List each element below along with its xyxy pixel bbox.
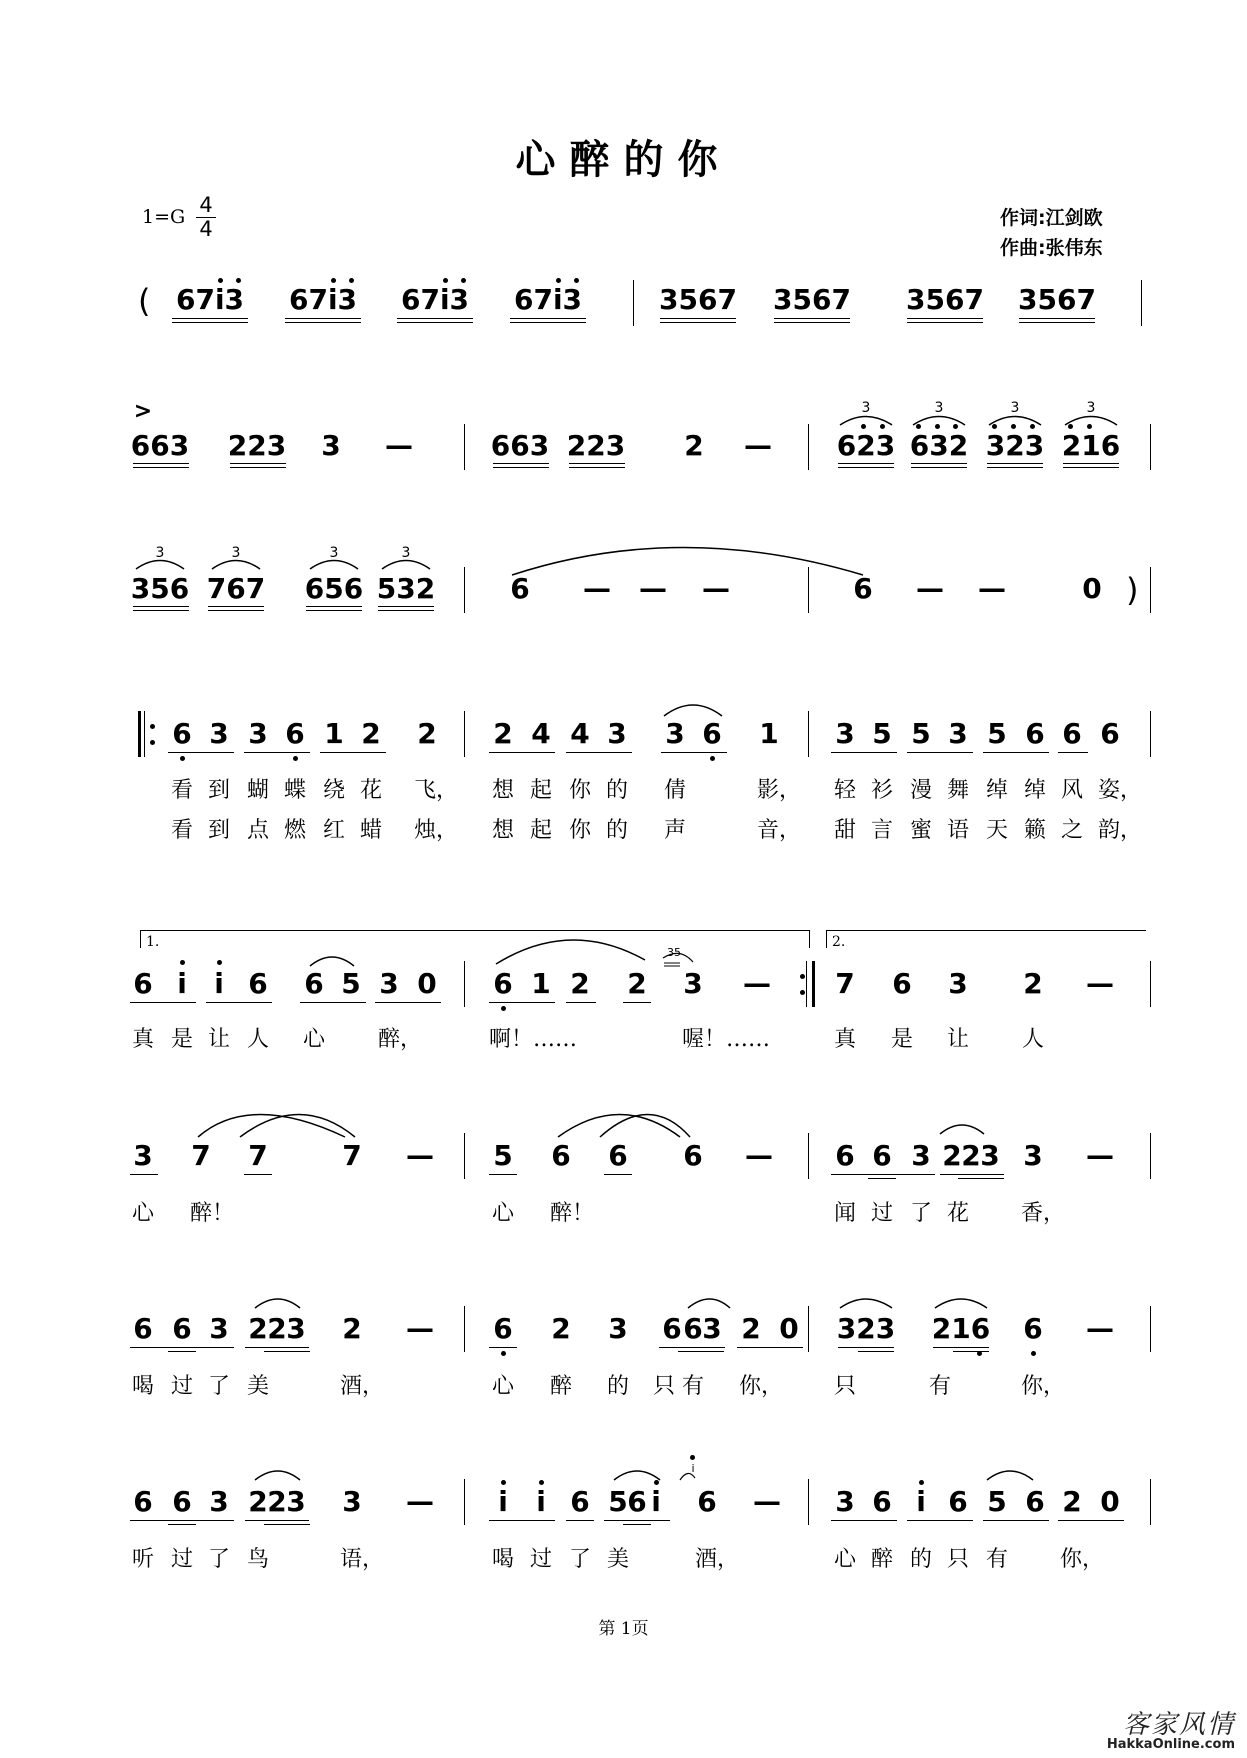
- lyric: 鸟: [246, 1547, 270, 1572]
- note: 2: [942, 1139, 962, 1172]
- note: 6: [551, 1139, 571, 1172]
- note: 6: [1062, 717, 1082, 750]
- lyric: 语: [946, 818, 970, 843]
- triplet-mark: 3: [329, 545, 339, 561]
- rest: 0: [1100, 1485, 1120, 1518]
- note: 3: [321, 429, 341, 462]
- note: 2: [342, 1312, 362, 1345]
- note: 3: [607, 717, 627, 750]
- lyric: 轻: [833, 778, 857, 803]
- note: 3: [379, 967, 399, 1000]
- lyric: 言: [870, 818, 894, 843]
- triplet-mark: 3: [934, 400, 944, 416]
- lyric: 听: [131, 1547, 155, 1572]
- lyric: 之: [1060, 818, 1084, 843]
- note: 2: [1062, 1485, 1082, 1518]
- watermark-logo: 客家风情: [1122, 1710, 1235, 1740]
- lyric: 喝: [131, 1374, 155, 1399]
- lyric: 过: [170, 1547, 194, 1572]
- lyric: 花: [946, 1201, 970, 1226]
- note: 2: [361, 717, 381, 750]
- note: 6: [304, 967, 324, 1000]
- note-group: 67i3: [513, 283, 583, 316]
- note-group: 67i3: [175, 283, 245, 316]
- lyric: 真: [833, 1027, 857, 1052]
- dash: —: [406, 1485, 434, 1518]
- lyric: 看: [170, 818, 194, 843]
- dash: —: [1086, 1312, 1114, 1345]
- lyric: 让: [946, 1027, 970, 1052]
- lyric: 心: [491, 1374, 515, 1399]
- lyric: 你，: [1020, 1374, 1066, 1399]
- open-paren: (: [138, 282, 151, 320]
- lyric: 美: [606, 1547, 630, 1572]
- note: 6: [493, 1312, 513, 1345]
- lyric: 醉: [870, 1547, 894, 1572]
- note-group: 67i3: [288, 283, 358, 316]
- dash: —: [385, 429, 413, 462]
- triplet: 356: [130, 572, 190, 605]
- lyric: 酒，: [694, 1547, 740, 1572]
- lyric: 的: [909, 1547, 933, 1572]
- lyric: 烛，: [413, 818, 459, 843]
- note: 4: [570, 717, 590, 750]
- note: 5: [341, 967, 361, 1000]
- lyric: 有: [681, 1374, 705, 1399]
- grace-note: 35: [667, 946, 681, 959]
- lyric: 语，: [339, 1547, 385, 1572]
- note: 2: [961, 1139, 981, 1172]
- triplet: 623: [836, 429, 896, 462]
- note: 3: [948, 717, 968, 750]
- note: 7: [191, 1139, 211, 1172]
- lyric: 绕: [322, 778, 346, 803]
- lyric: 红: [322, 818, 346, 843]
- lyric: 有: [985, 1547, 1009, 1572]
- lyric: 过: [529, 1547, 553, 1572]
- triplet-mark: 3: [155, 545, 165, 561]
- lyric: 是: [890, 1027, 914, 1052]
- lyric: 心: [833, 1547, 857, 1572]
- lyric: 心: [491, 1201, 515, 1226]
- note: i: [536, 1485, 546, 1518]
- note: 6: [248, 967, 268, 1000]
- note: 6: [172, 1312, 192, 1345]
- dash: —: [1086, 967, 1114, 1000]
- lyric: 酒，: [339, 1374, 385, 1399]
- lyric: 倩: [663, 778, 687, 803]
- lyric: 绰: [1023, 778, 1047, 803]
- lyric: 蝶: [283, 778, 307, 803]
- note: 5: [987, 1485, 1007, 1518]
- note: i: [214, 967, 224, 1000]
- note: 6: [697, 1485, 717, 1518]
- note: 6: [853, 572, 873, 605]
- volta-first: 1.: [146, 934, 160, 950]
- note: 2: [248, 1485, 268, 1518]
- note: 3: [835, 1485, 855, 1518]
- note: 7: [835, 967, 855, 1000]
- lyric: 的: [605, 778, 629, 803]
- triplet-mark: 3: [861, 400, 871, 416]
- note: 2: [267, 1312, 287, 1345]
- note: 6: [683, 1139, 703, 1172]
- lyric: 醉: [549, 1374, 573, 1399]
- note: 3: [209, 717, 229, 750]
- lyric: 飞，: [413, 778, 459, 803]
- song-title: 心醉的你: [515, 137, 732, 183]
- note: 3: [209, 1312, 229, 1345]
- note: 223: [566, 429, 626, 462]
- note: 1: [759, 717, 779, 750]
- note: 6: [133, 1312, 153, 1345]
- note: 2: [267, 1485, 287, 1518]
- note: 6: [1023, 1312, 1043, 1345]
- accent-mark: >: [133, 399, 153, 424]
- triplet-mark: 3: [231, 545, 241, 561]
- lyric: 漫: [909, 778, 933, 803]
- note: 6: [948, 1485, 968, 1518]
- triplet-mark: 3: [1010, 400, 1020, 416]
- note: 7: [248, 1139, 268, 1172]
- lyric: 蜡: [359, 818, 383, 843]
- lyric: 籁: [1023, 818, 1047, 843]
- lyricist-credit: 作词:江剑欧: [1000, 207, 1103, 229]
- lyric: 人: [246, 1027, 270, 1052]
- note: 6: [285, 717, 305, 750]
- lyric: 风: [1060, 778, 1084, 803]
- note: 3: [133, 1139, 153, 1172]
- note: 3: [948, 967, 968, 1000]
- note: 5: [911, 717, 931, 750]
- note: i: [916, 1485, 926, 1518]
- note: 663: [130, 429, 190, 462]
- note: 6: [872, 1485, 892, 1518]
- note: 6: [872, 1139, 892, 1172]
- note: 4: [531, 717, 551, 750]
- note: 6: [570, 1485, 590, 1518]
- lyric: 喝: [491, 1547, 515, 1572]
- note: 6: [662, 1312, 682, 1345]
- note: 6: [892, 967, 912, 1000]
- lyric: 看: [170, 778, 194, 803]
- dash: —: [916, 572, 944, 605]
- lyric: 的: [606, 1374, 630, 1399]
- lyric: 你: [568, 778, 592, 803]
- lyric: 你: [568, 818, 592, 843]
- note: 6: [835, 1139, 855, 1172]
- dash: —: [744, 429, 772, 462]
- note: 2: [570, 967, 590, 1000]
- note: 3: [665, 717, 685, 750]
- triplet: 323: [985, 429, 1045, 462]
- lyric: 舞: [946, 778, 970, 803]
- lyric: 想: [491, 818, 515, 843]
- note: 2: [493, 717, 513, 750]
- note-group: 3567: [1018, 283, 1096, 316]
- lyric: 美: [246, 1374, 270, 1399]
- lyric: 声: [663, 818, 687, 843]
- note: 3: [835, 717, 855, 750]
- dash: —: [639, 572, 667, 605]
- lyric: 了: [207, 1547, 231, 1572]
- note: 5: [608, 1485, 628, 1518]
- lyric: 人: [1021, 1027, 1045, 1052]
- note: 3: [702, 1312, 722, 1345]
- note: 3: [683, 967, 703, 1000]
- time-signature-top: 4: [199, 193, 213, 217]
- lyric: 香，: [1020, 1201, 1066, 1226]
- lyric: 影，: [756, 778, 802, 803]
- note: 6: [608, 1139, 628, 1172]
- lyric: 你，: [738, 1374, 784, 1399]
- dash: —: [583, 572, 611, 605]
- lyric: 了: [207, 1374, 231, 1399]
- note: 2: [627, 967, 647, 1000]
- lyric: 醉！: [549, 1201, 595, 1226]
- lyric: 醉！: [189, 1201, 235, 1226]
- lyric: 甜: [833, 818, 857, 843]
- note: 6: [510, 572, 530, 605]
- lyric: 只: [946, 1547, 970, 1572]
- note: 7: [342, 1139, 362, 1172]
- lyric: 燃: [283, 818, 307, 843]
- lyric: 闻: [833, 1201, 857, 1226]
- note-group: 3567: [773, 283, 851, 316]
- note-group: 3567: [659, 283, 737, 316]
- lyric: 过: [170, 1374, 194, 1399]
- lyric: 音，: [756, 818, 802, 843]
- dash: —: [753, 1485, 781, 1518]
- note-group: 67i3: [400, 283, 470, 316]
- note: i: [177, 967, 187, 1000]
- note: 223: [227, 429, 287, 462]
- lyric: 蝴: [246, 778, 270, 803]
- note: 3: [608, 1312, 628, 1345]
- note: 6: [683, 1312, 703, 1345]
- note: i: [651, 1485, 661, 1518]
- lyric: 让: [207, 1027, 231, 1052]
- rest: 0: [417, 967, 437, 1000]
- triplet-mark: 3: [401, 545, 411, 561]
- lyric: 过: [870, 1201, 894, 1226]
- lyric: 只: [652, 1374, 676, 1399]
- lyric: 了: [909, 1201, 933, 1226]
- composer-credit: 作曲:张伟东: [1000, 237, 1103, 259]
- triplet: 767: [206, 572, 266, 605]
- note: 3: [286, 1485, 306, 1518]
- lyric: 起: [529, 818, 553, 843]
- lyric: 有: [928, 1374, 952, 1399]
- dash: —: [406, 1312, 434, 1345]
- note: 2: [1023, 967, 1043, 1000]
- triplet-mark: 3: [1086, 400, 1096, 416]
- lyric: 到: [207, 818, 231, 843]
- triplet: 532: [376, 572, 436, 605]
- grace-note: i: [691, 1462, 695, 1475]
- note: 3: [911, 1139, 931, 1172]
- note: 3: [980, 1139, 1000, 1172]
- note: 2: [417, 717, 437, 750]
- note: 1: [531, 967, 551, 1000]
- note: 6: [133, 967, 153, 1000]
- volta-second: 2.: [832, 934, 846, 950]
- triplet: 656: [304, 572, 364, 605]
- note: 6: [627, 1485, 647, 1518]
- lyric: 姿，: [1097, 778, 1143, 803]
- lyric: 只: [833, 1374, 857, 1399]
- note: 3: [342, 1485, 362, 1518]
- lyric: 是: [170, 1027, 194, 1052]
- triplet: 216: [1061, 429, 1121, 462]
- note: 6: [133, 1485, 153, 1518]
- note: 2: [741, 1312, 761, 1345]
- page-number: 第 1页: [598, 1619, 649, 1639]
- lyric: 点: [246, 818, 270, 843]
- note: 3: [1023, 1139, 1043, 1172]
- lyric: 蜜: [909, 818, 933, 843]
- lyric: 啊！……: [488, 1027, 578, 1052]
- note: 663: [490, 429, 550, 462]
- lyric: 到: [207, 778, 231, 803]
- note: 6: [1100, 717, 1120, 750]
- note: 6: [172, 717, 192, 750]
- note: 6: [702, 717, 722, 750]
- key-signature: 1=G: [142, 206, 186, 228]
- lyric: 想: [491, 778, 515, 803]
- lyric: 天: [985, 818, 1009, 843]
- lyric: 醉，: [377, 1027, 423, 1052]
- note: 6: [172, 1485, 192, 1518]
- note: 2: [684, 429, 704, 462]
- note: 6: [1025, 1485, 1045, 1518]
- dash: —: [743, 967, 771, 1000]
- watermark-url: HakkaOnline.com: [1106, 1737, 1235, 1752]
- rest: 0: [779, 1312, 799, 1345]
- note: 3: [209, 1485, 229, 1518]
- lyric: 的: [605, 818, 629, 843]
- lyric: 韵，: [1097, 818, 1143, 843]
- note: 3: [248, 717, 268, 750]
- note-group: 323: [836, 1312, 896, 1345]
- lyric: 心: [131, 1201, 155, 1226]
- lyric: 真: [131, 1027, 155, 1052]
- lyric: 你，: [1059, 1547, 1105, 1572]
- lyric: 了: [568, 1547, 592, 1572]
- close-paren: ): [1126, 571, 1139, 609]
- note: 5: [493, 1139, 513, 1172]
- note: 2: [248, 1312, 268, 1345]
- note: 5: [987, 717, 1007, 750]
- lyric: 衫: [870, 778, 894, 803]
- note: 5: [872, 717, 892, 750]
- dash: —: [978, 572, 1006, 605]
- note: 1: [324, 717, 344, 750]
- note-group: 3567: [906, 283, 984, 316]
- note: i: [498, 1485, 508, 1518]
- note: 6: [493, 967, 513, 1000]
- dash: —: [406, 1139, 434, 1172]
- lyric: 花: [359, 778, 383, 803]
- triplet: 632: [909, 429, 969, 462]
- lyric: 心: [302, 1027, 326, 1052]
- note: 2: [551, 1312, 571, 1345]
- note: 3: [286, 1312, 306, 1345]
- lyric: 起: [529, 778, 553, 803]
- dash: —: [745, 1139, 773, 1172]
- dash: —: [702, 572, 730, 605]
- dash: —: [1086, 1139, 1114, 1172]
- time-signature-bottom: 4: [199, 217, 213, 241]
- rest: 0: [1082, 572, 1102, 605]
- lyric: 喔！……: [681, 1027, 771, 1052]
- note-group: 216: [931, 1312, 991, 1345]
- lyric: 绰: [985, 778, 1009, 803]
- note: 6: [1025, 717, 1045, 750]
